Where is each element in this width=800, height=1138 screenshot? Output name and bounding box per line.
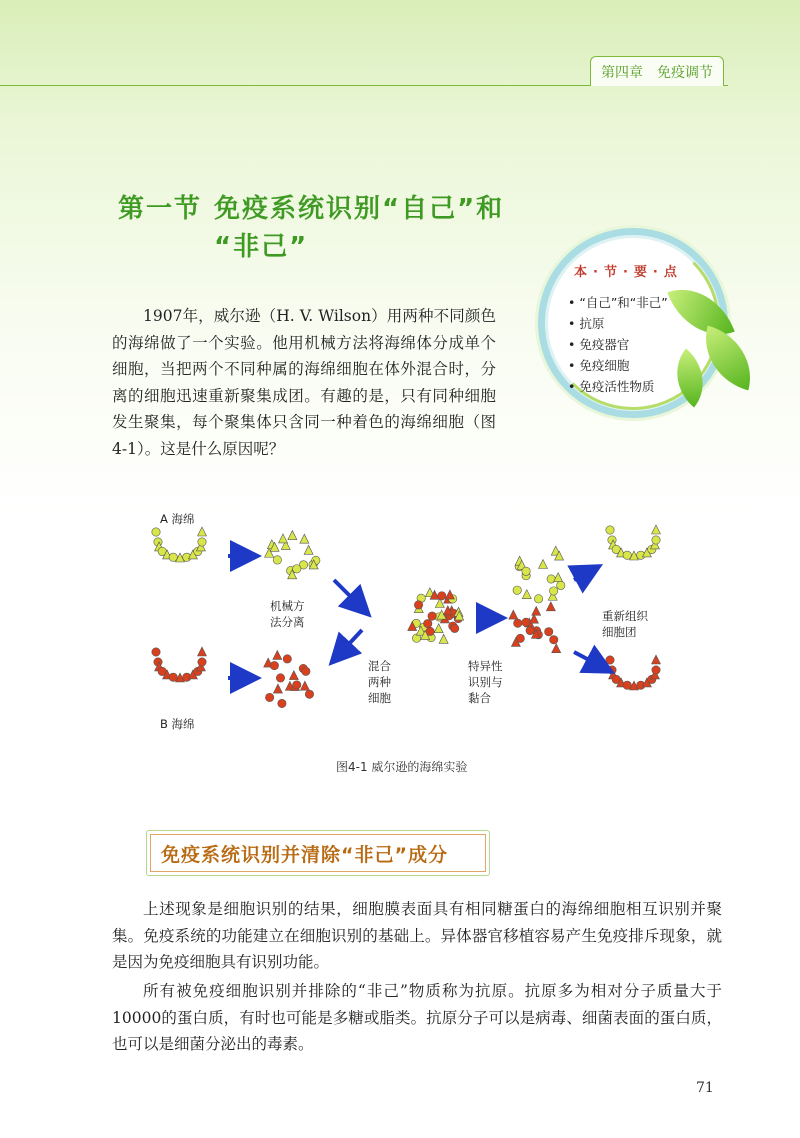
- sorting-a-cell: [534, 595, 542, 603]
- label-mix-2: 两种: [368, 675, 391, 689]
- body-paragraph: 所有被免疫细胞识别并排除的“非己”物质称为抗原。抗原多为相对分子质量大于10000的蛋白质，有时也可能是多糖或脂类。抗原分子可以是病毒、细菌表面的蛋白质，也可以是细菌分泌出的毒素。: [112, 982, 722, 1053]
- key-point-item: • 免疫细胞: [568, 355, 668, 376]
- separated-b-cell: [278, 699, 286, 707]
- regrouped-b-cell: [606, 656, 614, 664]
- sponge-b-cell: [152, 648, 160, 656]
- section-number: 第一节: [118, 194, 203, 224]
- sponge-a-cell: [152, 528, 160, 536]
- mixed-cell: [439, 634, 448, 643]
- mixed-cell: [414, 601, 422, 609]
- page-number: 71: [696, 1080, 714, 1096]
- svg-text:机械方 法分离: [270, 599, 308, 629]
- figure-caption: 图4-1 威尔逊的海绵实验: [336, 760, 468, 774]
- section-title-line1: 免疫系统识别“自己”和: [214, 194, 505, 224]
- sorting-a-cell: [522, 567, 530, 575]
- sorting-b-cell: [532, 606, 541, 615]
- svg-text:特异性 识别与 黏合: [468, 659, 506, 705]
- regrouped-a-cell: [606, 526, 614, 534]
- separated-b-cell: [283, 655, 291, 663]
- label-regroup-2: 细胞团: [602, 625, 637, 639]
- separated-a-cell: [273, 556, 281, 564]
- svg-text:混合 两种 细胞: [368, 659, 395, 705]
- chapter-number: 第四章: [601, 64, 643, 81]
- label-regroup-1: 重新组织: [602, 609, 648, 623]
- label-separate-2: 法分离: [270, 615, 305, 629]
- sorting-b-cell: [514, 619, 522, 627]
- separated-a-cell: [300, 534, 309, 543]
- key-points-title: 本·节·要·点: [574, 265, 683, 280]
- arrow-regroup-b: [574, 652, 608, 670]
- sorting-b-cell: [552, 644, 561, 653]
- section-title-line2: “非己”: [214, 232, 309, 262]
- sorting-a-cell: [539, 560, 548, 569]
- separated-b-cell: [273, 684, 282, 693]
- separated-b-cell: [305, 690, 313, 698]
- separated-b-cell: [300, 681, 309, 690]
- regrouped-a-cell: [652, 536, 660, 544]
- chapter-header-tag: [590, 56, 724, 86]
- key-point-item: • 免疫器官: [568, 334, 668, 355]
- separated-a-cell: [304, 545, 313, 554]
- key-point-item: • 抗原: [568, 313, 668, 334]
- subsection-header: 免疫系统识别并清除“非己”成分: [150, 834, 486, 872]
- label-mix-1: 混合: [368, 659, 391, 673]
- label-recognize-1: 特异性: [468, 659, 503, 673]
- section-title: [118, 190, 504, 266]
- separated-b-cell: [302, 667, 310, 675]
- key-point-item: • “自己”和“非己”: [568, 292, 668, 313]
- separated-a-cell: [288, 531, 297, 540]
- sponge-a-cell: [198, 538, 206, 546]
- sorting-a-cell: [557, 581, 565, 589]
- regrouped-b-cell: [652, 666, 660, 674]
- sponge-b-cell: [198, 647, 207, 656]
- svg-text:重新组织 细胞团: [602, 609, 652, 639]
- separated-b-cell: [265, 693, 273, 701]
- sponge-b-cell: [198, 658, 206, 666]
- arrow-a-mix: [334, 580, 366, 612]
- figure-sponge-experiment: [150, 508, 680, 738]
- separated-b-cell: [289, 671, 298, 680]
- sorting-a-cell: [513, 586, 521, 594]
- label-separate-1: 机械方: [270, 599, 305, 613]
- key-points-list: [568, 292, 668, 397]
- sponge-a-cell: [198, 527, 207, 536]
- sorting-b-cell: [509, 610, 518, 619]
- sorting-b-cell: [550, 636, 558, 644]
- sorting-a-cell: [549, 587, 557, 595]
- mixed-cell: [438, 592, 446, 600]
- sorting-b-cell: [545, 628, 553, 636]
- sorting-b-cell: [546, 602, 555, 611]
- key-point-item: • 免疫活性物质: [568, 376, 668, 397]
- sorting-b-cell: [526, 626, 534, 634]
- label-recognize-3: 黏合: [468, 691, 491, 705]
- intro-paragraph: 1907年，威尔逊（H. V. Wilson）用两种不同颜色的海绵做了一个实验。他用机械方法将海绵体分成单个细胞，当把两个不同种属的海绵细胞在体外混合时，分离的细胞迅速重新聚集成团。有趣的是，只有同种细胞发生聚集，每个聚集体只含同一种着色的海绵细胞（图4-1）。这是什么原因呢？: [112, 307, 496, 458]
- separated-b-cell: [293, 681, 301, 689]
- chapter-title: 免疫调节: [657, 64, 713, 81]
- separated-b-cell: [270, 661, 278, 669]
- arrow-regroup-a: [574, 568, 596, 580]
- label-sponge-b: B 海绵: [160, 717, 195, 731]
- mixed-cell: [434, 624, 443, 633]
- sorting-a-cell: [522, 590, 531, 599]
- separated-a-cell: [279, 534, 288, 543]
- mixed-cell: [450, 624, 458, 632]
- separated-a-cell: [293, 565, 301, 573]
- label-sponge-a: A 海绵: [160, 512, 195, 526]
- body-paragraph: 上述现象是细胞识别的结果，细胞膜表面具有相同糖蛋白的海绵细胞相互识别并聚集。免疫系统的功能建立在细胞识别的基础上。异体器官移植容易产生免疫排斥现象，就是因为免疫细胞具有识别功能。: [112, 900, 722, 971]
- mixed-cell: [424, 619, 432, 627]
- arrow-b-mix: [334, 630, 362, 660]
- separated-b-cell: [273, 650, 282, 659]
- label-mix-3: 细胞: [368, 691, 391, 705]
- regrouped-b-cell: [652, 655, 661, 664]
- separated-b-cell: [276, 674, 284, 682]
- mixed-cell: [428, 612, 436, 620]
- label-recognize-2: 识别与: [468, 675, 503, 689]
- regrouped-a-cell: [652, 525, 661, 534]
- sorting-b-cell: [522, 618, 530, 626]
